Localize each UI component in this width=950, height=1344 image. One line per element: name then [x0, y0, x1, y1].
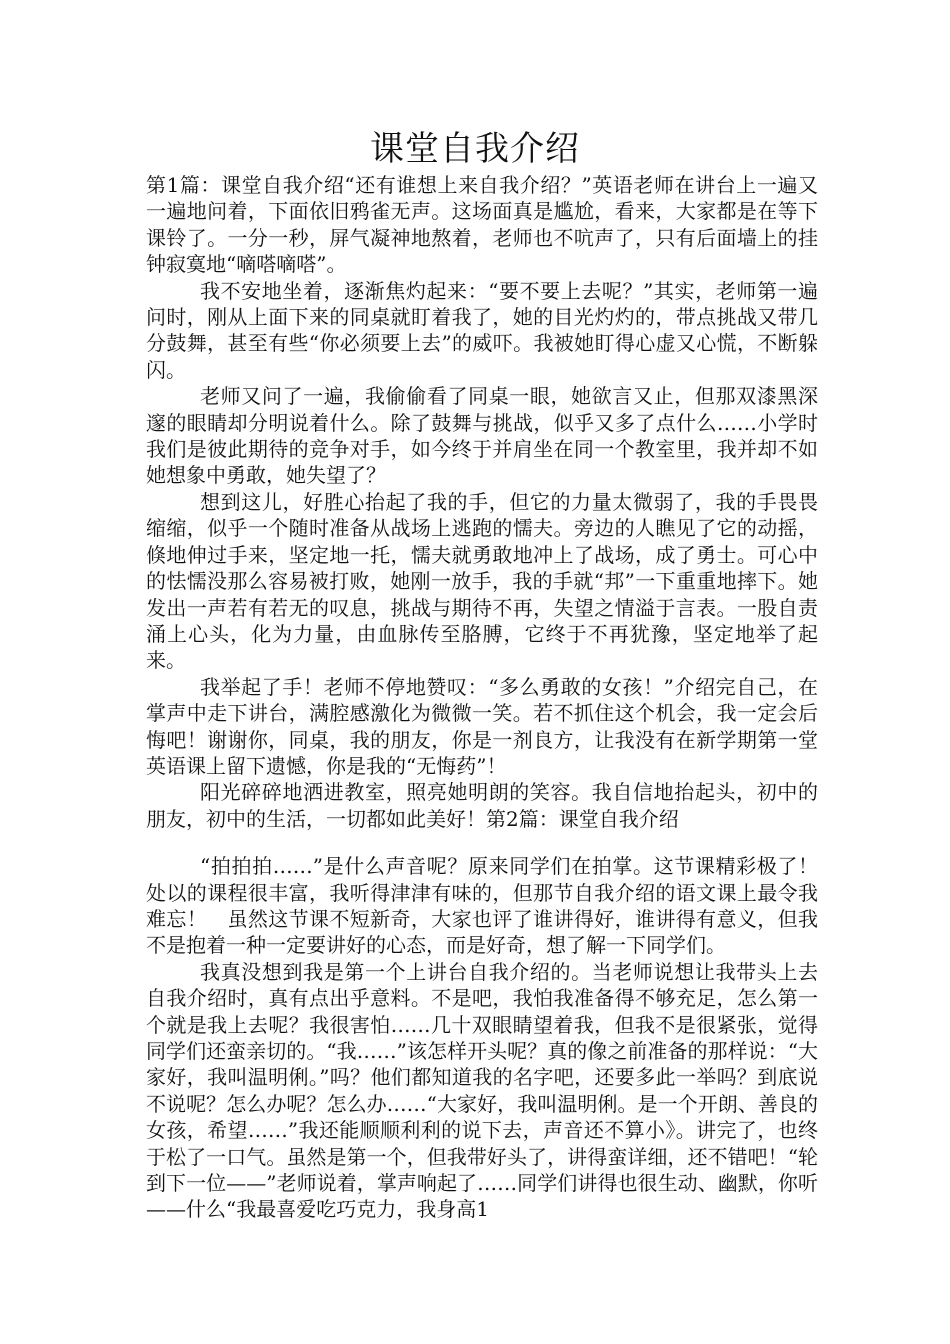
paragraph-3: 老师又问了一遍，我偷偷看了同桌一眼，她欲言又止，但那双漆黑深邃的眼睛却分明说着什么。除了鼓舞与挑战，似乎又多了点什么……小学时我们是彼此期待的竞争对手，如今终于并肩坐在同一个教室里，我并却不如她想象中勇敢，她失望了？	[146, 384, 818, 488]
paragraph-7: “拍拍拍……”是什么声音呢？原来同学们在拍掌。这节课精彩极了！处以的课程很丰富，我听得津津有味的，但那节自我介绍的语文课上最令我难忘！ 虽然这节课不短新奇，大家也评了谁讲得好，谁讲得有意义，但我不是抱着一种一定要讲好的心态，而是好奇，想了解一下同学们。	[146, 854, 818, 958]
document-title: 课堂自我介绍	[370, 129, 580, 169]
paragraph-6: 阳光碎碎地洒进教室，照亮她明朗的笑容。我自信地抬起头，初中的朋友，初中的生活，一切都如此美好！第2篇：课堂自我介绍	[146, 780, 818, 831]
paragraph-5: 我举起了手！老师不停地赞叹：“多么勇敢的女孩！”介绍完自己，在掌声中走下讲台，满腔感激化为微微一笑。若不抓住这个机会，我一定会后悔吧！谢谢你，同桌，我的朋友，你是一剂良方，让我没有在新学期第一堂英语课上留下遗憾，你是我的“无悔药”！	[146, 674, 818, 778]
paragraph-4: 想到这儿，好胜心抬起了我的手，但它的力量太微弱了，我的手畏畏缩缩，似乎一个随时准备从战场上逃跑的懦夫。旁边的人瞧见了它的动摇，倏地伸过手来，坚定地一托，懦夫就勇敢地冲上了战场，成了勇士。可心中的怯懦没那么容易被打败，她刚一放手，我的手就“邦”一下重重地摔下。她发出一声若有若无的叹息，挑战与期待不再，失望之情溢于言表。一股自责涌上心头，化为力量，由血脉传至胳膊，它终于不再犹豫，坚定地举了起来。	[146, 489, 818, 673]
document-body	[146, 172, 818, 1223]
paragraph-1: 第1篇：课堂自我介绍“还有谁想上来自我介绍？”英语老师在讲台上一遍又一遍地问着，下面依旧鸦雀无声。这场面真是尴尬，看来，大家都是在等下课铃了。一分一秒，屏气凝神地熬着，老师也不吭声了，只有后面墙上的挂钟寂寞地“嘀嗒嘀嗒”。	[146, 173, 818, 277]
paragraph-8: 我真没想到我是第一个上讲台自我介绍的。当老师说想让我带头上去自我介绍时，真有点出乎意料。不是吧，我怕我准备得不够充足，怎么第一个就是我上去呢？我很害怕……几十双眼睛望着我，但我不是很紧张，觉得同学们还蛮亲切的。“我……”该怎样开头呢？真的像之前准备的那样说：“大家好，我叫温明俐。”吗？他们都知道我的名字吧，还要多此一举吗？到底说不说呢？怎么办呢？怎么办……“大家好，我叫温明俐。是一个开朗、善良的女孩，希望……”我还能顺顺利利的说下去，声音还不算小》。讲完了，也终于松了一口气。虽然是第一个，但我带好头了，讲得蛮详细，还不错吧！“轮到下一位——”老师说着，掌声响起了……同学们讲得也很生动、幽默，你听——什么“我最喜爱吃巧克力，我身高1	[146, 959, 818, 1222]
paragraph-2: 我不安地坐着，逐渐焦灼起来：“要不要上去呢？”其实，老师第一遍问时，刚从上面下来的同桌就盯着我了，她的目光灼灼的，带点挑战又带几分鼓舞，甚至有些“你必须要上去”的威吓。我被她盯得心虚又心慌，不断躲闪。	[146, 278, 818, 382]
